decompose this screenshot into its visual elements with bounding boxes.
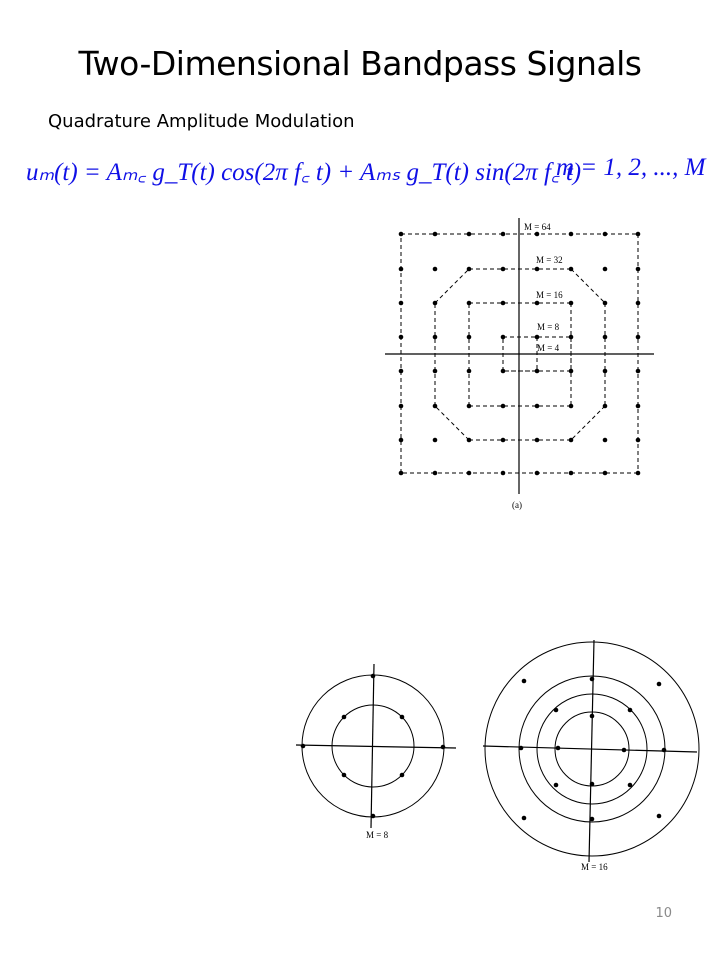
label-m64: M = 64 xyxy=(524,222,551,232)
rectangular-constellation-marks xyxy=(385,218,654,494)
signal-point xyxy=(371,674,376,679)
signal-point xyxy=(501,335,506,340)
signal-point xyxy=(467,232,472,237)
m32-boundary xyxy=(435,406,469,440)
signal-point xyxy=(467,267,472,272)
signal-point xyxy=(400,773,405,778)
signal-point xyxy=(501,369,506,374)
signal-point xyxy=(590,714,595,719)
signal-point xyxy=(433,232,438,237)
label-circ-m8: M = 8 xyxy=(366,830,389,840)
slide-subtitle: Quadrature Amplitude Modulation xyxy=(48,111,355,132)
signal-point xyxy=(535,232,540,237)
m32-boundary xyxy=(435,269,469,303)
signal-point xyxy=(399,232,404,237)
signal-point xyxy=(522,816,527,821)
signal-point xyxy=(603,267,608,272)
signal-point xyxy=(569,471,574,476)
signal-point xyxy=(519,746,524,751)
signal-point xyxy=(342,715,347,720)
signal-point xyxy=(535,471,540,476)
signal-point xyxy=(636,438,641,443)
circular-16-constellation-figure xyxy=(478,636,700,876)
signal-point xyxy=(399,438,404,443)
signal-point xyxy=(636,232,641,237)
signal-point xyxy=(467,404,472,409)
signal-point xyxy=(603,471,608,476)
signal-point xyxy=(433,438,438,443)
signal-point xyxy=(569,232,574,237)
signal-point xyxy=(535,301,540,306)
signal-point xyxy=(569,267,574,272)
signal-point xyxy=(433,301,438,306)
m32-boundary xyxy=(571,406,605,440)
signal-point xyxy=(399,369,404,374)
quadrature-axis xyxy=(589,640,594,862)
signal-point xyxy=(535,335,540,340)
signal-point xyxy=(535,438,540,443)
signal-point xyxy=(590,782,595,787)
signal-point xyxy=(535,404,540,409)
signal-point xyxy=(636,267,641,272)
signal-point xyxy=(569,438,574,443)
label-m16: M = 16 xyxy=(536,290,563,300)
page-number: 10 xyxy=(655,906,672,921)
signal-point xyxy=(501,301,506,306)
signal-point xyxy=(603,438,608,443)
signal-point xyxy=(522,679,527,684)
signal-point xyxy=(603,301,608,306)
signal-point xyxy=(433,471,438,476)
signal-point xyxy=(554,708,559,713)
signal-point xyxy=(467,301,472,306)
signal-point xyxy=(433,369,438,374)
figure-caption-a: (a) xyxy=(512,500,522,510)
signal-point xyxy=(590,817,595,822)
signal-point xyxy=(636,301,641,306)
signal-point xyxy=(569,301,574,306)
signal-point xyxy=(433,335,438,340)
signal-point xyxy=(467,471,472,476)
signal-point xyxy=(535,267,540,272)
circular-8-constellation-marks xyxy=(296,664,456,828)
signal-point xyxy=(662,748,667,753)
signal-point xyxy=(636,369,641,374)
signal-point xyxy=(433,404,438,409)
in-phase-axis xyxy=(296,745,456,748)
signal-point xyxy=(569,404,574,409)
signal-point xyxy=(569,369,574,374)
signal-point xyxy=(628,708,633,713)
signal-point xyxy=(636,335,641,340)
signal-point xyxy=(603,335,608,340)
signal-point xyxy=(433,267,438,272)
equation-lhs: uₘ(t) = Aₘ꜀ g_T(t) cos(2π f꜀ t) + Aₘₛ g_T(t) sin(2π f꜀ t) xyxy=(26,159,582,186)
signal-point xyxy=(636,404,641,409)
circular-16-constellation-svg xyxy=(478,636,700,876)
signal-point xyxy=(441,745,446,750)
rectangular-constellation-figure xyxy=(372,212,662,512)
signal-point xyxy=(554,783,559,788)
signal-point xyxy=(501,404,506,409)
circular-8-constellation-figure xyxy=(290,655,465,845)
signal-point xyxy=(603,369,608,374)
signal-point xyxy=(501,438,506,443)
signal-point xyxy=(603,404,608,409)
signal-point xyxy=(569,335,574,340)
m32-boundary xyxy=(571,269,605,303)
equation-rhs: m = 1, 2, ..., M xyxy=(556,154,706,181)
signal-point xyxy=(399,471,404,476)
signal-point xyxy=(467,438,472,443)
signal-point xyxy=(399,335,404,340)
signal-point xyxy=(501,232,506,237)
signal-point xyxy=(342,773,347,778)
signal-point xyxy=(603,232,608,237)
label-m8: M = 8 xyxy=(537,322,560,332)
qam-equation xyxy=(26,148,706,192)
signal-point xyxy=(628,783,633,788)
signal-point xyxy=(636,471,641,476)
signal-point xyxy=(467,335,472,340)
signal-point xyxy=(467,369,472,374)
signal-point xyxy=(590,677,595,682)
rectangular-constellation-svg xyxy=(372,212,662,512)
signal-point xyxy=(399,267,404,272)
signal-point xyxy=(535,369,540,374)
signal-point xyxy=(301,744,306,749)
circular-16-constellation-marks xyxy=(483,640,699,862)
signal-point xyxy=(501,267,506,272)
signal-point xyxy=(400,715,405,720)
signal-point xyxy=(657,682,662,687)
label-m4: M = 4 xyxy=(537,343,560,353)
signal-point xyxy=(556,746,561,751)
signal-point xyxy=(399,301,404,306)
signal-point xyxy=(371,814,376,819)
signal-point xyxy=(501,471,506,476)
signal-point xyxy=(657,814,662,819)
signal-point xyxy=(399,404,404,409)
label-circ-m16: M = 16 xyxy=(581,862,608,872)
signal-point xyxy=(622,748,627,753)
label-m32: M = 32 xyxy=(536,255,563,265)
circular-8-constellation-svg xyxy=(290,655,465,845)
slide-title: Two-Dimensional Bandpass Signals xyxy=(78,44,642,83)
